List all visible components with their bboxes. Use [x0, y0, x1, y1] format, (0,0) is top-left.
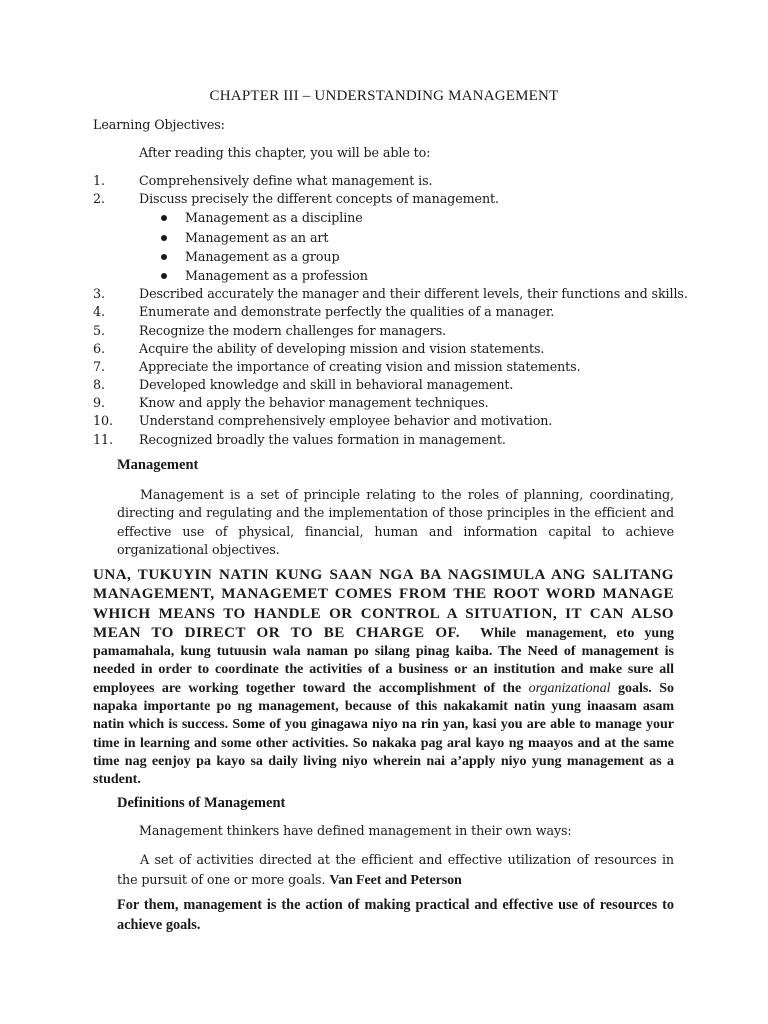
definition-1: A set of activities directed at the efficient and effective utilization of resources in the pursuit of one or more goals. Van Feet and Peterson [117, 852, 674, 888]
list-item: 6. Acquire the ability of developing mission and vision statements. [93, 340, 545, 356]
management-heading: Management [117, 457, 199, 473]
objectives-list [93, 172, 693, 449]
list-item: 5. Recognize the modern challenges for managers. [93, 322, 447, 338]
list-item: Management as an art [93, 228, 693, 247]
list-item: 4. Enumerate and demonstrate perfectly the qualities of a manager. [93, 304, 555, 320]
closing-bold-paragraph: For them, management is the action of making practical and effective use of resources to achieve goals. [117, 897, 674, 933]
list-item: Management as a group [93, 247, 693, 266]
list-item: 2. Discuss precisely the different concepts of management. [93, 191, 499, 207]
chapter-title: CHAPTER III – UNDERSTANDING MANAGEMENT [209, 88, 559, 104]
list-item: 10. Understand comprehensively employee behavior and motivation. [93, 413, 553, 429]
bullet-icon [161, 273, 167, 279]
bullet-icon [161, 254, 167, 260]
list-item: Management as a profession [93, 266, 693, 285]
list-item: Management as a discipline [93, 208, 693, 227]
list-item: 9. Know and apply the behavior management techniques. [93, 395, 489, 411]
definitions-heading: Definitions of Management [117, 795, 286, 811]
bullet-icon [161, 235, 167, 241]
list-item: 7. Appreciate the importance of creating vision and mission statements. [93, 358, 581, 374]
concepts-list [93, 208, 693, 285]
learning-objectives-label: Learning Objectives: [93, 117, 225, 132]
list-item: 1. Comprehensively define what management is. [93, 173, 433, 188]
caps-paragraph: UNA, TUKUYIN NATIN KUNG SAAN NGA BA NAGSIMULA ANG SALITANG MANAGEMENT, MANAGEMET COMES FROM THE ROOT WORD MANAGE WHICH MEANS TO HANDLE OR CONTROL A SITUATION, IT CAN ALSO MEAN TO DIRECT OR TO BE CHARGE OF. While management, eto yung pamamahala, kung tutuusin wala naman po silang pinag kaiba. The Need of management is needed in order to coordinate the activities of a business or an institution and make sure all employees are working together toward the accomplishment of the organizational goals. So napaka importante po ng management, because of this nakakamit natin yung inaasam asam natin which is success. Some of you ginagawa niyo na rin yan, kasi you are able to manage your time in learning and some other activities. So nakaka pag aral kayo ng maayos and at the same time nag eenjoy pa kayo sa daily living niyo wherein nai a’apply niyo yung management as a student. [93, 567, 675, 788]
list-item: 3. Described accurately the manager and their different levels, their functions and skills. [93, 286, 688, 302]
management-paragraph: Management is a set of principle relating to the roles of planning, coordinating, directing and regulating and the implementation of those principles in the efficient and effective use of physical, financial, human and information capital to achieve organizational objectives. [117, 487, 674, 557]
concepts-sublist-container [93, 208, 693, 285]
list-item: 11. Recognized broadly the values formation in management. [93, 431, 506, 447]
objectives-intro: After reading this chapter, you will be able to: [139, 145, 431, 160]
definitions-intro: Management thinkers have defined management in their own ways: [139, 823, 572, 838]
list-item: 8. Developed knowledge and skill in behavioral management. [93, 377, 514, 393]
definition-author: Van Feet and Peterson [329, 872, 462, 888]
